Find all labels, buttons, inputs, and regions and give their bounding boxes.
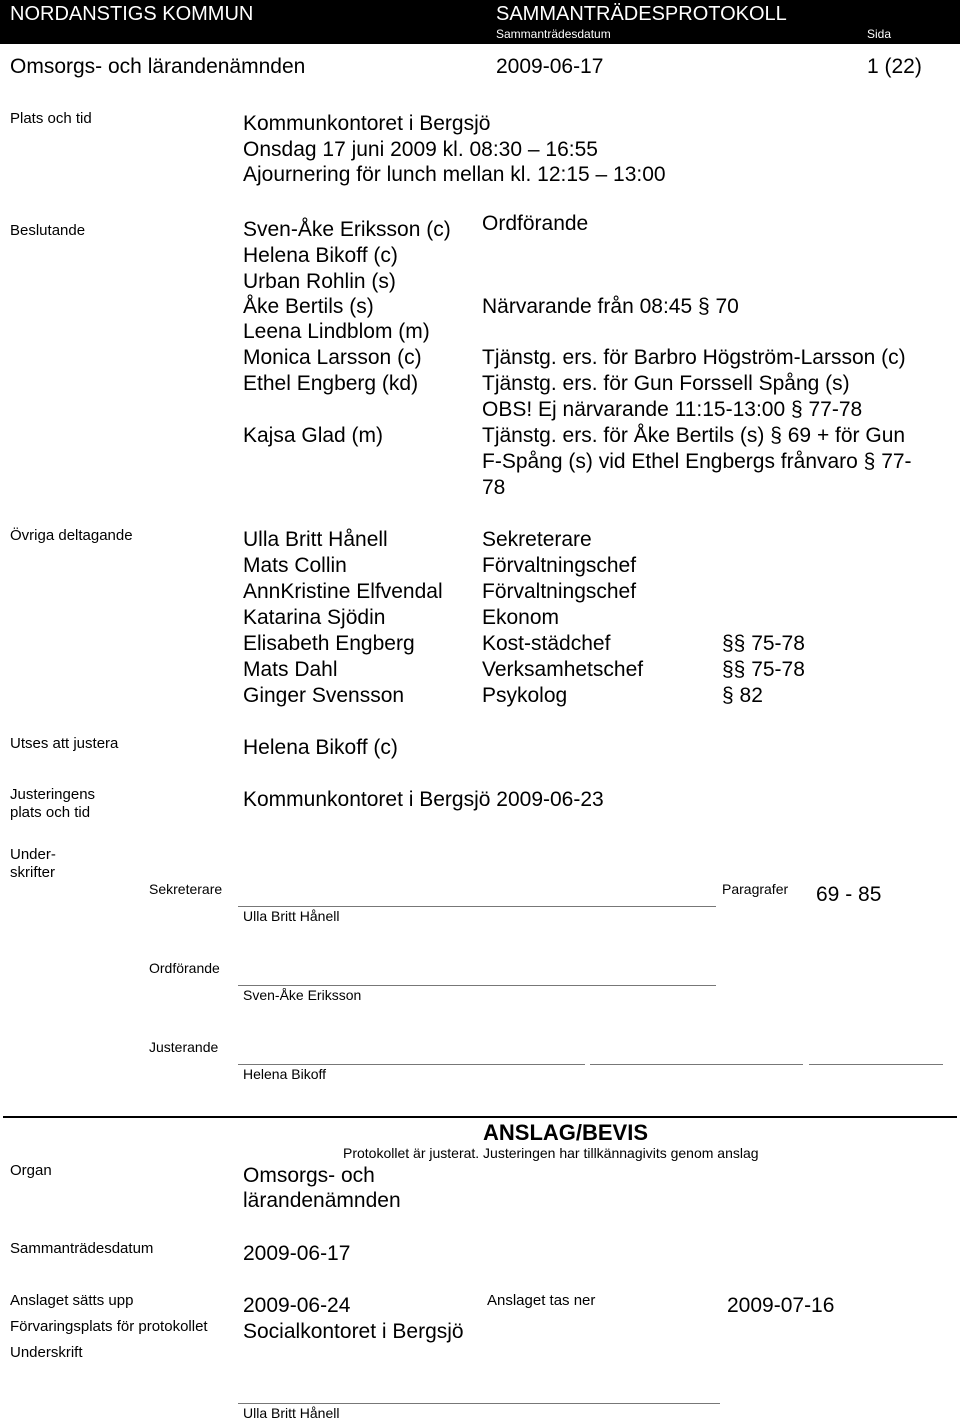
adjust-place-label-2: plats och tid bbox=[10, 804, 91, 821]
notice-divider bbox=[3, 1116, 957, 1118]
participant-name: Elisabeth Engberg bbox=[243, 632, 415, 655]
decision-makers-label: Beslutande bbox=[10, 222, 86, 239]
member-name: Sven-Åke Eriksson (c) bbox=[243, 218, 451, 241]
member-name: Åke Bertils (s) bbox=[243, 295, 374, 318]
member-note: F-Spång (s) vid Ethel Engbergs frånvaro § 77- bbox=[482, 450, 912, 473]
municipality-name: NORDANSTIGS KOMMUN bbox=[10, 3, 254, 25]
adjuster-signature-line bbox=[238, 1064, 585, 1065]
member-note: OBS! Ej närvarande 11:15-13:00 § 77-78 bbox=[482, 398, 863, 421]
storage-label: Förvaringsplats för protokollet bbox=[10, 1318, 208, 1335]
storage-value: Socialkontoret i Bergsjö bbox=[243, 1320, 464, 1343]
participant-role: Sekreterare bbox=[482, 528, 592, 551]
participant-paragraphs: § 82 bbox=[722, 684, 763, 707]
participant-name: Ginger Svensson bbox=[243, 684, 405, 707]
chair-signature-line bbox=[238, 985, 716, 986]
committee-name: Omsorgs- och lärandenämnden bbox=[10, 55, 306, 78]
notice-date-label: Sammanträdesdatum bbox=[10, 1240, 154, 1257]
member-name: Helena Bikoff (c) bbox=[243, 244, 398, 267]
participant-name: Mats Collin bbox=[243, 554, 347, 577]
organ-label: Organ bbox=[10, 1162, 52, 1179]
member-note: Ordförande bbox=[482, 212, 589, 235]
notice-date-value: 2009-06-17 bbox=[243, 1242, 351, 1265]
notice-signature-line bbox=[238, 1403, 720, 1404]
notice-subtitle: Protokollet är justerat. Justeringen har tillkännagivits genom anslag bbox=[343, 1145, 759, 1161]
chair-label: Ordförande bbox=[149, 960, 220, 976]
member-note: Tjänstg. ers. för Åke Bertils (s) § 69 + för Gun bbox=[482, 424, 906, 447]
member-name: Monica Larsson (c) bbox=[243, 346, 422, 369]
posted-label: Anslaget sätts upp bbox=[10, 1292, 134, 1309]
paragraphs-value: 69 - 85 bbox=[816, 883, 882, 906]
participant-name: AnnKristine Elfvendal bbox=[243, 580, 443, 603]
adjuster-signature-line-3 bbox=[809, 1064, 943, 1065]
date-label: Sammanträdesdatum bbox=[496, 27, 611, 41]
participant-role: Ekonom bbox=[482, 606, 560, 629]
place-time-label: Plats och tid bbox=[10, 110, 92, 127]
secretary-label: Sekreterare bbox=[149, 881, 223, 897]
document-type: SAMMANTRÄDESPROTOKOLL bbox=[496, 3, 787, 25]
member-note: Tjänstg. ers. för Gun Forssell Spång (s) bbox=[482, 372, 850, 395]
signatures-label-1: Under- bbox=[10, 846, 56, 863]
removed-label: Anslaget tas ner bbox=[487, 1292, 596, 1309]
place-line-1: Kommunkontoret i Bergsjö bbox=[243, 112, 491, 135]
adjust-label: Utses att justera bbox=[10, 735, 119, 752]
participant-role: Förvaltningschef bbox=[482, 554, 637, 577]
adjuster-signature-line-2 bbox=[590, 1064, 803, 1065]
participant-name: Mats Dahl bbox=[243, 658, 338, 681]
member-note: Tjänstg. ers. för Barbro Högström-Larsson (c) bbox=[482, 346, 906, 369]
participant-name: Katarina Sjödin bbox=[243, 606, 386, 629]
member-note: Närvarande från 08:45 § 70 bbox=[482, 295, 739, 318]
place-line-2: Onsdag 17 juni 2009 kl. 08:30 – 16:55 bbox=[243, 138, 598, 161]
notice-signature-label: Underskrift bbox=[10, 1344, 83, 1361]
removed-value: 2009-07-16 bbox=[727, 1294, 835, 1317]
member-name: Kajsa Glad (m) bbox=[243, 424, 384, 447]
others-label: Övriga deltagande bbox=[10, 527, 133, 544]
adjust-place-value: Kommunkontoret i Bergsjö 2009-06-23 bbox=[243, 788, 604, 811]
notice-title: ANSLAG/BEVIS bbox=[483, 1120, 649, 1145]
chair-name: Sven-Åke Eriksson bbox=[243, 987, 362, 1003]
participant-role: Förvaltningschef bbox=[482, 580, 637, 603]
member-name: Leena Lindblom (m) bbox=[243, 320, 430, 343]
participant-name: Ulla Britt Hånell bbox=[243, 528, 388, 551]
participant-role: Verksamhetschef bbox=[482, 658, 644, 681]
secretary-name: Ulla Britt Hånell bbox=[243, 908, 340, 924]
meeting-date: 2009-06-17 bbox=[496, 55, 604, 78]
adjust-place-label-1: Justeringens bbox=[10, 786, 96, 803]
organ-line-2: lärandenämnden bbox=[243, 1189, 401, 1212]
member-name: Ethel Engberg (kd) bbox=[243, 372, 419, 395]
adjuster-value: Helena Bikoff (c) bbox=[243, 736, 398, 759]
organ-line-1: Omsorgs- och bbox=[243, 1164, 375, 1187]
member-note: 78 bbox=[482, 476, 506, 499]
page-label: Sida bbox=[867, 27, 892, 41]
participant-paragraphs: §§ 75-78 bbox=[722, 658, 805, 681]
notice-signature-name: Ulla Britt Hånell bbox=[243, 1405, 340, 1421]
adjuster-label: Justerande bbox=[149, 1039, 219, 1055]
paragraphs-label: Paragrafer bbox=[722, 881, 789, 897]
participant-role: Psykolog bbox=[482, 684, 568, 707]
participant-paragraphs: §§ 75-78 bbox=[722, 632, 805, 655]
adjuster-name: Helena Bikoff bbox=[243, 1066, 327, 1082]
place-line-3: Ajournering för lunch mellan kl. 12:15 – 13:00 bbox=[243, 163, 666, 186]
member-name: Urban Rohlin (s) bbox=[243, 270, 396, 293]
signatures-label-2: skrifter bbox=[10, 864, 55, 881]
participant-role: Kost-städchef bbox=[482, 632, 611, 655]
page-number: 1 (22) bbox=[867, 55, 922, 78]
posted-value: 2009-06-24 bbox=[243, 1294, 351, 1317]
secretary-signature-line bbox=[238, 906, 716, 907]
